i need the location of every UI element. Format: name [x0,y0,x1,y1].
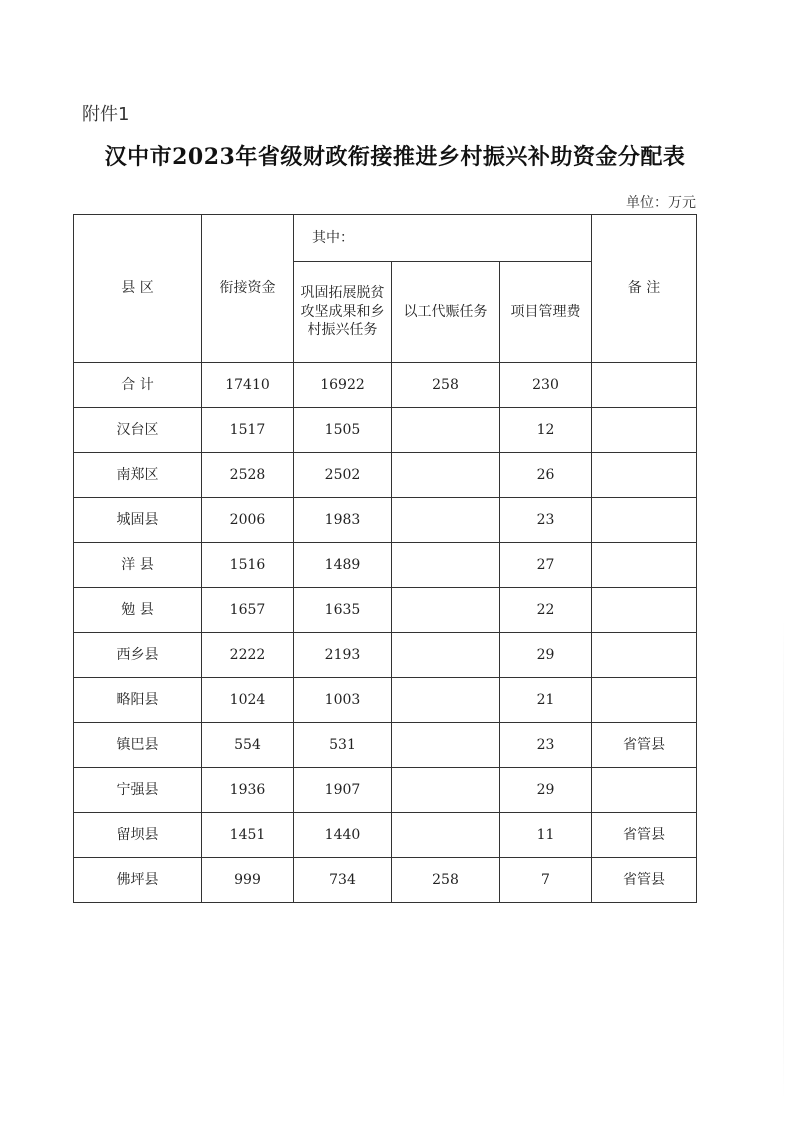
cell-work-relief [392,498,500,543]
header-funds: 衔接资金 [202,215,294,363]
cell-management-fee: 7 [500,858,592,903]
cell-remark [592,543,697,588]
header-sub-work-relief: 以工代赈任务 [392,262,500,363]
cell-remark [592,453,697,498]
cell-county: 西乡县 [74,633,202,678]
cell-county: 佛坪县 [74,858,202,903]
cell-consolidate: 1983 [294,498,392,543]
cell-county: 洋 县 [74,543,202,588]
cell-remark [592,408,697,453]
table-row [74,363,697,408]
cell-county: 略阳县 [74,678,202,723]
cell-management-fee: 29 [500,633,592,678]
table-row [74,858,697,903]
cell-consolidate: 16922 [294,363,392,408]
header-sub-consolidate: 巩固拓展脱贫攻坚成果和乡村振兴任务 [294,262,392,363]
cell-work-relief [392,543,500,588]
allocation-table [73,214,697,903]
cell-management-fee: 23 [500,723,592,768]
table-row [74,588,697,633]
cell-remark [592,768,697,813]
cell-funds: 17410 [202,363,294,408]
cell-work-relief [392,813,500,858]
cell-consolidate: 734 [294,858,392,903]
header-remark: 备 注 [592,215,697,363]
table-body [74,363,697,903]
cell-funds: 1657 [202,588,294,633]
attachment-label: 附件1 [82,104,130,125]
table-header [74,215,697,363]
cell-county: 勉 县 [74,588,202,633]
cell-work-relief [392,588,500,633]
cell-remark: 省管县 [592,858,697,903]
cell-remark: 省管县 [592,813,697,858]
cell-management-fee: 27 [500,543,592,588]
cell-funds: 2006 [202,498,294,543]
cell-remark [592,363,697,408]
cell-management-fee: 11 [500,813,592,858]
table-row [74,678,697,723]
cell-funds: 1451 [202,813,294,858]
cell-funds: 1024 [202,678,294,723]
cell-funds: 999 [202,858,294,903]
cell-work-relief [392,768,500,813]
table-row [74,453,697,498]
cell-consolidate: 2502 [294,453,392,498]
cell-work-relief: 258 [392,363,500,408]
cell-funds: 2222 [202,633,294,678]
cell-county: 宁强县 [74,768,202,813]
cell-management-fee: 21 [500,678,592,723]
table-row [74,768,697,813]
cell-funds: 554 [202,723,294,768]
cell-consolidate: 1505 [294,408,392,453]
cell-county: 留坝县 [74,813,202,858]
cell-funds: 1517 [202,408,294,453]
document-title: 汉中市2023年省级财政衔接推进乡村振兴补助资金分配表 [104,144,686,170]
table-row [74,498,697,543]
table-row [74,408,697,453]
cell-funds: 2528 [202,453,294,498]
cell-management-fee: 22 [500,588,592,633]
cell-funds: 1936 [202,768,294,813]
cell-county: 南郑区 [74,453,202,498]
cell-work-relief [392,408,500,453]
cell-remark [592,678,697,723]
cell-consolidate: 1907 [294,768,392,813]
unit-label: 单位：万元 [626,195,696,211]
table-row [74,543,697,588]
cell-work-relief [392,453,500,498]
cell-county: 城固县 [74,498,202,543]
header-among: 其中： [294,215,592,262]
cell-remark [592,588,697,633]
cell-management-fee: 26 [500,453,592,498]
cell-management-fee: 29 [500,768,592,813]
cell-consolidate: 1489 [294,543,392,588]
table-row [74,813,697,858]
cell-consolidate: 1635 [294,588,392,633]
scan-artifact [783,620,784,1100]
cell-work-relief [392,678,500,723]
header-sub-management-fee: 项目管理费 [500,262,592,363]
table-row [74,633,697,678]
header-county: 县 区 [74,215,202,363]
cell-management-fee: 230 [500,363,592,408]
cell-consolidate: 531 [294,723,392,768]
cell-work-relief: 258 [392,858,500,903]
cell-county: 镇巴县 [74,723,202,768]
cell-remark [592,633,697,678]
cell-remark [592,498,697,543]
cell-consolidate: 2193 [294,633,392,678]
cell-work-relief [392,633,500,678]
cell-management-fee: 12 [500,408,592,453]
cell-work-relief [392,723,500,768]
cell-consolidate: 1440 [294,813,392,858]
cell-consolidate: 1003 [294,678,392,723]
cell-remark: 省管县 [592,723,697,768]
cell-management-fee: 23 [500,498,592,543]
cell-county: 汉台区 [74,408,202,453]
table-row [74,723,697,768]
cell-funds: 1516 [202,543,294,588]
cell-county: 合 计 [74,363,202,408]
